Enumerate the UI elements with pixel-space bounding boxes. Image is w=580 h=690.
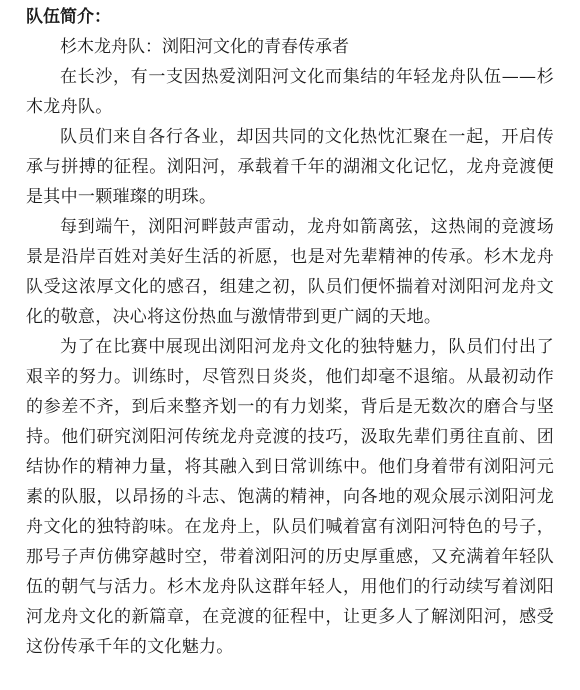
document-subtitle: 杉木龙舟队：浏阳河文化的青春传承者 xyxy=(60,37,349,57)
paragraph-dragon-boat-festival: 每到端午，浏阳河畔鼓声雷动，龙舟如箭离弦，这热闹的竞渡场景是沿岸百姓对美好生活的祈愿，也是对先辈精神的传承。杉木龙舟队受这浓厚文化的感召，组建之初，队员们便怀揣着对浏阳河龙舟文化的敬意，决心将这份热血与激情带到更广阔的天地。 xyxy=(26,217,554,327)
document-page xyxy=(26,2,554,662)
paragraph-intro: 在长沙，有一支因热爱浏阳河文化而集结的年轻龙舟队伍——杉木龙舟队。 xyxy=(26,67,554,117)
section-heading: 队伍简介： xyxy=(26,7,111,27)
paragraph-training: 为了在比赛中展现出浏阳河龙舟文化的独特魅力，队员们付出了艰辛的努力。训练时，尽管烈日炎炎，他们却毫不退缩。从最初动作的参差不齐，到后来整齐划一的有力划桨，背后是无数次的磨合与坚持。他们研究浏阳河传统龙舟竞渡的技巧，汲取先辈们勇往直前、团结协作的精神力量，将其融入到日常训练中。他们身着带有浏阳河元素的队服，以昂扬的斗志、饱满的精神，向各地的观众展示浏阳河龙舟文化的独特韵味。在龙舟上，队员们喊着富有浏阳河特色的号子，那号子声仿佛穿越时空，带着浏阳河的历史厚重感，又充满着年轻队伍的朝气与活力。杉木龙舟队这群年轻人，用他们的行动续写着浏阳河龙舟文化的新篇章，在竞渡的征程中，让更多人了解浏阳河，感受这份传承千年的文化魅力。 xyxy=(26,337,554,657)
paragraph-members: 队员们来自各行各业，却因共同的文化热忱汇聚在一起，开启传承与拼搏的征程。浏阳河，承载着千年的湖湘文化记忆，龙舟竞渡便是其中一颗璀璨的明珠。 xyxy=(26,127,554,207)
